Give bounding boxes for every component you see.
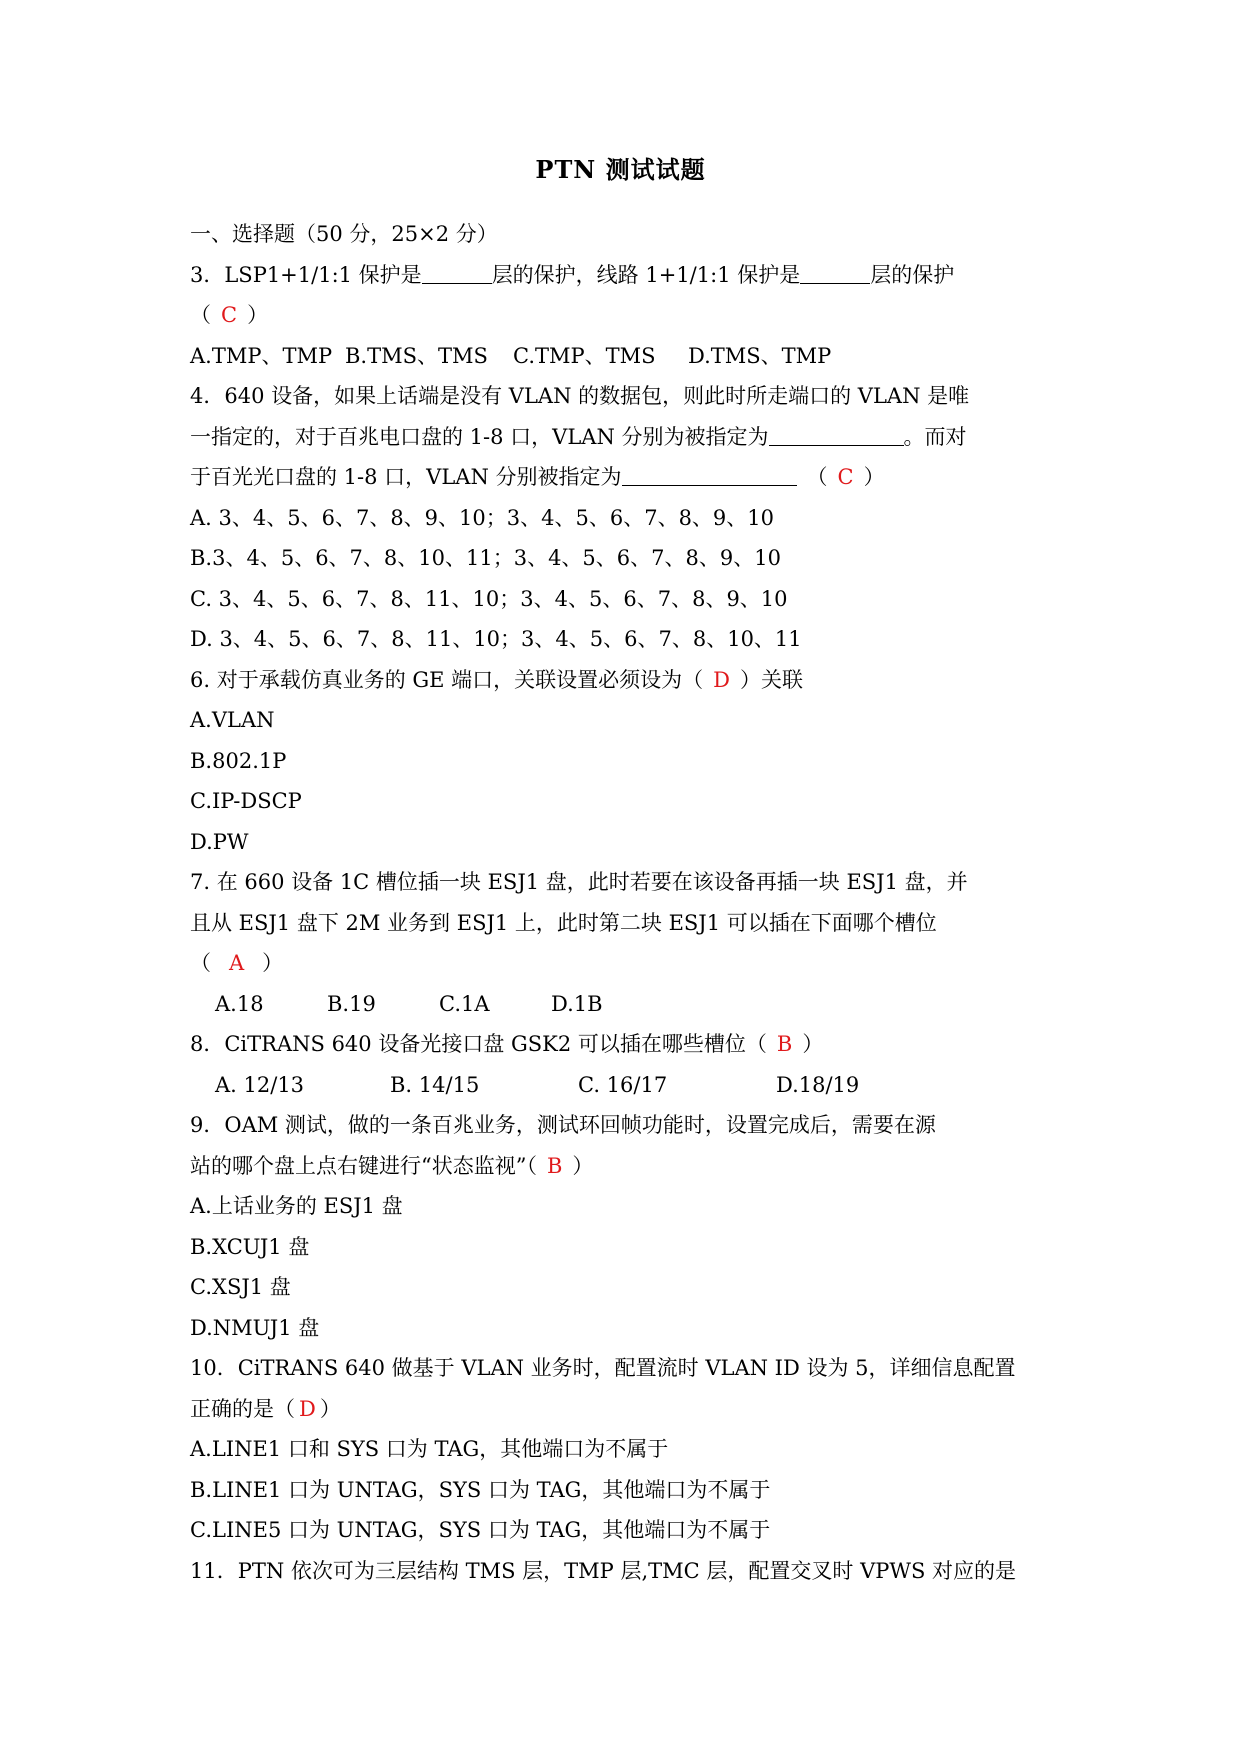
option-c: C.TMP、TMS — [513, 343, 656, 368]
question-10-line-2 — [190, 1389, 1070, 1430]
q4-text: 一指定的，对于百兆电口盘的 1-8 口，VLAN 分别为被指定为 — [190, 424, 769, 449]
option-b: B.3、4、5、6、7、8、10、11；3、4、5、6、7、8、9、10 — [190, 546, 781, 570]
question-7-answer — [190, 943, 1070, 984]
option-a: A.TMP、TMP — [190, 343, 333, 368]
question-7-line-2: 且从 ESJ1 盘下 2M 业务到 ESJ1 上，此时第二块 ESJ1 可以插在下面哪个槽位 — [190, 910, 937, 935]
option-c: C.LINE5 口为 UNTAG，SYS 口为 TAG，其他端口为不属于 — [190, 1518, 771, 1542]
option-c: C.XSJ1 盘 — [190, 1275, 291, 1299]
question-8-stem — [190, 1024, 1070, 1065]
option-c: C. 16/17 — [578, 1072, 668, 1097]
paren-close: ） — [247, 303, 269, 327]
q8-text: 8．CiTRANS 640 设备光接口盘 GSK2 可以插在哪些槽位（ — [190, 1032, 767, 1056]
q3-text-1: 3．LSP1+1/1:1 保护是 — [190, 262, 422, 287]
page-title: PTN 测试试题 — [535, 155, 706, 184]
q4-text: 。而对 — [903, 424, 967, 449]
option-a: A. 3、4、5、6、7、8、9、10；3、4、5、6、7、8、9、10 — [190, 505, 775, 530]
question-3-stem — [190, 255, 1070, 296]
option-c: C.IP-DSCP — [190, 789, 302, 813]
question-7-line-1: 7. 在 660 设备 1C 槽位插一块 ESJ1 盘，此时若要在该设备再插一块 ESJ1 盘，并 — [190, 870, 968, 894]
answer-mark: B — [546, 1153, 563, 1178]
question-4-line-1: 4．640 设备，如果上话端是没有 VLAN 的数据包，则此时所走端口的 VLAN 是唯 — [190, 384, 970, 408]
answer-blank — [800, 259, 870, 284]
question-4-line-3 — [190, 457, 1070, 498]
paren-open: （ — [190, 303, 211, 327]
option-a: A. 12/13 — [215, 1072, 305, 1097]
option-b: B.TMS、TMS — [345, 343, 488, 368]
option-d: D.18/19 — [776, 1072, 860, 1097]
answer-blank — [422, 259, 492, 284]
option-d: D.PW — [190, 829, 249, 854]
paren-close: ） — [262, 951, 284, 975]
answer-mark: D — [713, 667, 731, 692]
option-b: B.LINE1 口为 UNTAG，SYS 口为 TAG，其他端口为不属于 — [190, 1477, 771, 1502]
option-c: C. 3、4、5、6、7、8、11、10；3、4、5、6、7、8、9、10 — [190, 586, 788, 611]
question-9-line-1: 9．OAM 测试，做的一条百兆业务，测试环回帧功能时，设置完成后，需要在源 — [190, 1113, 936, 1137]
option-b: B. 14/15 — [390, 1072, 480, 1097]
question-3-answer — [190, 295, 1070, 336]
question-3-options — [190, 336, 1070, 377]
option-a: A.上话业务的 ESJ1 盘 — [190, 1194, 403, 1218]
option-b: B.19 — [327, 991, 376, 1016]
section-heading: 一、选择题（50 分，25×2 分） — [190, 222, 498, 246]
answer-blank — [769, 421, 904, 446]
q10-text: 正确的是（ — [190, 1396, 295, 1421]
question-6-stem — [190, 660, 1070, 701]
q6-text: 6. 对于承载仿真业务的 GE 端口，关联设置必须设为（ — [190, 667, 704, 692]
question-8-options — [190, 1065, 1070, 1106]
option-a: A.VLAN — [190, 708, 275, 732]
option-b: B.XCUJ1 盘 — [190, 1234, 310, 1259]
question-9-line-2 — [190, 1146, 1070, 1187]
option-d: D.TMS、TMP — [688, 343, 832, 368]
question-10-line-1: 10．CiTRANS 640 做基于 VLAN 业务时，配置流时 VLAN ID 设为 5，详细信息配置 — [190, 1356, 1016, 1380]
answer-mark: A — [229, 951, 245, 975]
option-b: B.802.1P — [190, 748, 287, 773]
paren-open: （ — [806, 465, 828, 489]
question-4-line-2 — [190, 417, 1070, 458]
option-a: A.LINE1 口和 SYS 口为 TAG，其他端口为不属于 — [190, 1437, 669, 1461]
answer-blank — [622, 461, 797, 486]
q3-text-3: 层的保护 — [870, 262, 955, 287]
option-a: A.18 — [215, 991, 264, 1016]
q10-text: ） — [319, 1396, 341, 1421]
answer-mark: D — [299, 1396, 316, 1421]
paren-close: ） — [863, 465, 885, 489]
q9-text: 站的哪个盘上点右键进行“状态监视”（ — [190, 1153, 537, 1178]
option-c: C.1A — [439, 991, 490, 1016]
question-list — [190, 214, 1070, 1591]
q4-text: 于百光光口盘的 1-8 口，VLAN 分别被指定为 — [190, 465, 622, 489]
answer-mark: C — [221, 303, 238, 327]
q9-text: ） — [572, 1153, 594, 1178]
q3-text-2: 层的保护，线路 1+1/1:1 保护是 — [491, 262, 801, 287]
q8-text: ） — [802, 1032, 824, 1056]
option-d: D. 3、4、5、6、7、8、11、10；3、4、5、6、7、8、10、11 — [190, 627, 802, 651]
paren-open: （ — [190, 951, 211, 975]
question-7-options — [190, 984, 1070, 1025]
q6-text: ）关联 — [740, 667, 804, 692]
answer-mark: B — [776, 1032, 793, 1056]
answer-mark: C — [837, 465, 854, 489]
option-d: D.NMUJ1 盘 — [190, 1315, 320, 1340]
question-11-line-1: 11．PTN 依次可为三层结构 TMS 层，TMP 层,TMC 层，配置交叉时 VPWS 对应的是 — [190, 1558, 1017, 1583]
option-d: D.1B — [551, 991, 603, 1016]
